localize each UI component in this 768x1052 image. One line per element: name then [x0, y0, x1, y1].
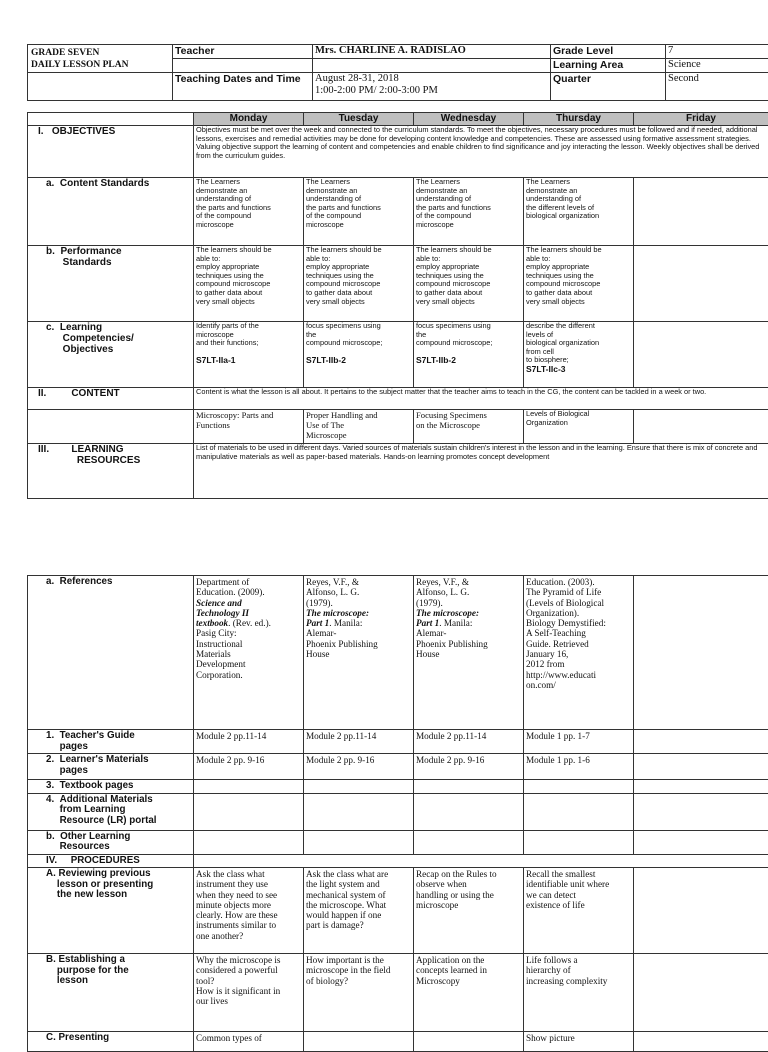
other-resources-monday — [194, 830, 304, 854]
additional-materials-monday — [194, 793, 304, 830]
quarter-label: Quarter — [551, 73, 666, 101]
content-wednesday: Focusing Specimens on the Microscope — [414, 410, 524, 444]
teachers-guide-thursday: Module 1 pp. 1-7 — [524, 730, 634, 754]
corner-cell — [28, 113, 194, 126]
presenting-label: C. Presenting — [28, 1032, 194, 1052]
presenting-monday: Common types of — [194, 1032, 304, 1052]
learners-materials-thursday: Module 1 pp. 1-6 — [524, 754, 634, 780]
references-tuesday — [304, 576, 414, 730]
establishing-friday — [634, 954, 768, 1032]
other-resources-tuesday — [304, 830, 414, 854]
reviewing-monday: Ask the class what instrument they use when they need to see minute objects more clearly. How are these instruments similar to one another? — [194, 868, 304, 954]
objectives-text: Objectives must be met over the week and connected to the curriculum standards. To meet the objectives, necessary procedures must be followed and if needed, additional lessons, exercises and remedial activities may be done for developing content knowledge and competencies. These are assessed using formative assessment strategies. Valuing objective support the learning of content and competencies and enable children to find significance and joy interacting the lesson. Weekly objectives shall be derived from the curriculum guides. — [194, 126, 768, 178]
content-friday — [634, 410, 768, 444]
grade-title: GRADE SEVEN — [31, 47, 170, 59]
performance-standards-friday — [634, 246, 768, 322]
references-wednesday — [414, 576, 524, 730]
textbook-pages-label: 3. Textbook pages — [28, 780, 194, 794]
competency-text: focus specimens using the compound microscope; — [416, 322, 521, 348]
reference-publisher: . (Rev. ed.). Pasig City: Instructional Materials Development Corporation. — [196, 618, 271, 679]
other-resources-wednesday — [414, 830, 524, 854]
procedures-label: IV. PROCEDURES — [28, 854, 194, 868]
learners-materials-tuesday: Module 2 pp. 9-16 — [304, 754, 414, 780]
competency-code: S7LT-IIb-2 — [306, 356, 411, 365]
teachers-guide-tuesday: Module 2 pp.11-14 — [304, 730, 414, 754]
textbook-pages-monday — [194, 780, 304, 794]
day-thursday: Thursday — [524, 113, 634, 126]
lesson-plan-table-1 — [27, 112, 768, 499]
reference-title: The microscope: Part 1 — [416, 608, 479, 628]
content-tuesday: Proper Handling and Use of The Microscope — [304, 410, 414, 444]
learners-materials-label: 2. Learner's Materials pages — [28, 754, 194, 780]
learners-materials-wednesday: Module 2 pp. 9-16 — [414, 754, 524, 780]
additional-materials-label: 4. Additional Materials from Learning Resource (LR) portal — [28, 793, 194, 830]
content-standards-monday: The Learners demonstrate an understanding of the parts and functions of the compound microscope — [194, 178, 304, 246]
content-standards-wednesday: The Learners demonstrate an understanding of the parts and functions of the compound microscope — [414, 178, 524, 246]
performance-standards-monday: The learners should be able to: employ appropriate techniques using the compound microscope to gather data about very small objects — [194, 246, 304, 322]
reference-title: Science and Technology II textbook — [196, 598, 249, 629]
references-label: a. References — [28, 576, 194, 730]
header-table — [27, 44, 768, 101]
content-standards-tuesday: The Learners demonstrate an understanding of the parts and functions of the compound microscope — [304, 178, 414, 246]
reviewing-tuesday: Ask the class what are the light system and mechanical system of the microscope. What would happen if one part is damage? — [304, 868, 414, 954]
learners-materials-friday — [634, 754, 768, 780]
establishing-tuesday: How important is the microscope in the field of biology? — [304, 954, 414, 1032]
reference-title: The microscope: Part 1 — [306, 608, 369, 628]
learning-area-label: Learning Area — [551, 59, 666, 73]
reviewing-wednesday: Recap on the Rules to observe when handling or using the microscope — [414, 868, 524, 954]
other-resources-label: b. Other Learning Resources — [28, 830, 194, 854]
textbook-pages-wednesday — [414, 780, 524, 794]
teacher-value: Mrs. CHARLINE A. RADISLAO — [313, 45, 551, 59]
additional-materials-thursday — [524, 793, 634, 830]
grade-level-label: Grade Level — [551, 45, 666, 59]
establishing-wednesday: Application on the concepts learned in Microscopy — [414, 954, 524, 1032]
additional-materials-friday — [634, 793, 768, 830]
reviewing-thursday: Recall the smallest identifiable unit where we can detect existence of life — [524, 868, 634, 954]
competencies-monday — [194, 322, 304, 388]
establishing-thursday: Life follows a hierarchy of increasing complexity — [524, 954, 634, 1032]
learners-materials-monday: Module 2 pp. 9-16 — [194, 754, 304, 780]
teachers-guide-label: 1. Teacher's Guide pages — [28, 730, 194, 754]
competency-code: S7LT-IIb-2 — [416, 356, 521, 365]
additional-materials-wednesday — [414, 793, 524, 830]
content-monday: Microscopy: Parts and Functions — [194, 410, 304, 444]
content-standards-friday — [634, 178, 768, 246]
competency-text: focus specimens using the compound microscope; — [306, 322, 411, 348]
teacher-label: Teacher — [173, 45, 313, 59]
teachers-guide-friday — [634, 730, 768, 754]
lesson-plan-table-2 — [27, 575, 768, 1052]
performance-standards-tuesday: The learners should be able to: employ appropriate techniques using the compound microscope to gather data about very small objects — [304, 246, 414, 322]
additional-materials-tuesday — [304, 793, 414, 830]
textbook-pages-tuesday — [304, 780, 414, 794]
reference-text: Reyes, V.F., & Alfonso, L. G. (1979). — [306, 577, 359, 608]
learning-area-value: Science — [666, 59, 768, 73]
plan-title-cell — [28, 45, 173, 73]
textbook-pages-friday — [634, 780, 768, 794]
plan-title: DAILY LESSON PLAN — [31, 59, 170, 71]
procedures-spacer — [194, 854, 768, 868]
performance-standards-wednesday: The learners should be able to: employ appropriate techniques using the compound microscope to gather data about very small objects — [414, 246, 524, 322]
content-thursday: Levels of Biological Organization — [524, 410, 634, 444]
presenting-friday — [634, 1032, 768, 1052]
competency-code: S7LT-IIc-3 — [526, 365, 631, 374]
references-thursday: Education. (2003). The Pyramid of Life (Levels of Biological Organization). Biology Demystified: A Self-Teaching Guide. Retrieved January 16, 2012 from http://www.educati on.com/ — [524, 576, 634, 730]
learning-resources-text: List of materials to be used in different days. Varied sources of materials sustain children's interest in the lesson and in the learning. Ensure that there is mix of concrete and manipulative materials as well as paper-based materials. Hands-on learning promotes concept development — [194, 444, 768, 499]
textbook-pages-thursday — [524, 780, 634, 794]
content-standards-label: a. Content Standards — [28, 178, 194, 246]
reviewing-friday — [634, 868, 768, 954]
content-label: II. CONTENT — [28, 388, 194, 410]
dates-label: Teaching Dates and Time — [173, 73, 313, 101]
establishing-monday: Why the microscope is considered a powerful tool? How is it significant in our lives — [194, 954, 304, 1032]
quarter-value: Second — [666, 73, 768, 101]
learning-resources-label: III. LEARNING RESOURCES — [28, 444, 194, 499]
reference-publisher: . Manila: Alemar- Phoenix Publishing House — [306, 618, 378, 659]
objectives-label: I. OBJECTIVES — [28, 126, 194, 178]
presenting-tuesday — [304, 1032, 414, 1052]
teacher-empty — [173, 59, 313, 73]
references-friday — [634, 576, 768, 730]
grade-level-value: 7 — [666, 45, 768, 59]
presenting-wednesday — [414, 1032, 524, 1052]
performance-standards-label: b. Performance Standards — [28, 246, 194, 322]
dates-value — [313, 73, 551, 101]
dates-line: August 28-31, 2018 — [315, 73, 548, 85]
teacher-value-empty — [313, 59, 551, 73]
plan-empty — [28, 73, 173, 101]
references-monday — [194, 576, 304, 730]
content-spacer — [28, 410, 194, 444]
day-wednesday: Wednesday — [414, 113, 524, 126]
teachers-guide-monday: Module 2 pp.11-14 — [194, 730, 304, 754]
day-tuesday: Tuesday — [304, 113, 414, 126]
reference-text: Reyes, V.F., & Alfonso, L. G. (1979). — [416, 577, 469, 608]
content-text: Content is what the lesson is all about. It pertains to the subject matter that the teacher aims to teach in the CG, the content can be tackled in a week or two. — [194, 388, 768, 410]
other-resources-friday — [634, 830, 768, 854]
presenting-thursday: Show picture — [524, 1032, 634, 1052]
competencies-wednesday — [414, 322, 524, 388]
competency-code: S7LT-IIa-1 — [196, 356, 301, 365]
other-resources-thursday — [524, 830, 634, 854]
reference-publisher: . Manila: Alemar- Phoenix Publishing House — [416, 618, 488, 659]
day-friday: Friday — [634, 113, 768, 126]
competencies-label: c. Learning Competencies/ Objectives — [28, 322, 194, 388]
competency-text: describe the different levels of biological organization from cell to biosphere; — [526, 322, 631, 365]
competencies-friday — [634, 322, 768, 388]
time-line: 1:00-2:00 PM/ 2:00-3:00 PM — [315, 85, 548, 97]
competencies-tuesday — [304, 322, 414, 388]
competencies-thursday — [524, 322, 634, 388]
reviewing-label: A. Reviewing previous lesson or presenting the new lesson — [28, 868, 194, 954]
performance-standards-thursday: The learners should be able to: employ appropriate techniques using the compound microscope to gather data about very small objects — [524, 246, 634, 322]
establishing-label: B. Establishing a purpose for the lesson — [28, 954, 194, 1032]
reference-text: Department of Education. (2009). — [196, 577, 265, 597]
teachers-guide-wednesday: Module 2 pp.11-14 — [414, 730, 524, 754]
day-monday: Monday — [194, 113, 304, 126]
content-standards-thursday: The Learners demonstrate an understanding of the different levels of biological organization — [524, 178, 634, 246]
competency-text: Identify parts of the microscope and their functions; — [196, 322, 301, 348]
